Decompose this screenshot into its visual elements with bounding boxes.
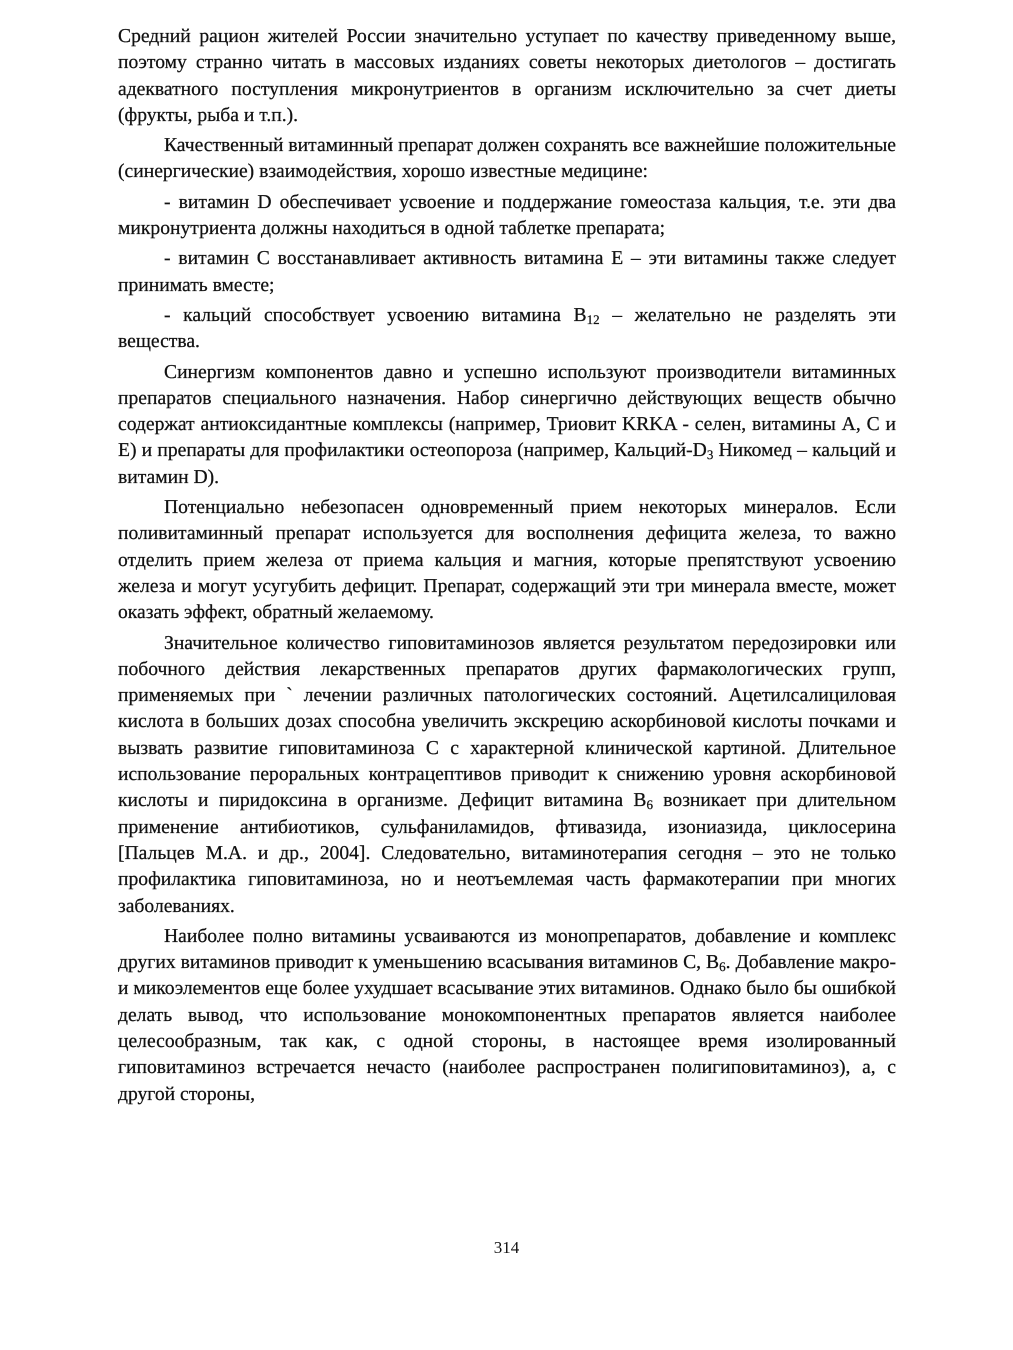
text-run: Средний рацион жителей России значительно уступает по качеству приведенному выше, поэтому странно читать в массовых изданиях советы некоторых диетологов – достигать адекватного поступления микронутриентов в организм исключительно за счет диеты (фрукты, рыба и т.п.). [118,26,896,126]
text-run: Потенциально небезопасен одновременный прием некоторых минералов. Если поливитаминный препарат используется для восполнения дефицита железа, то важно отделить прием железа от приема кальция и магния, которые препятствуют усвоению железа и могут усугубить дефицит. Препарат, содержащий эти три минерала вместе, может оказать эффект, обратный желаемому. [118,497,896,624]
subscript: 6 [646,797,653,813]
page-body [118,24,896,1112]
text-run: возникает при длительном применение антибиотиков, сульфаниламидов, фтивазида, изониазида, циклосерина [Пальцев М.А. и др., 2004]. Следовательно, витаминотерапия сегодня – это не только профилактика гиповитаминоза, но и неотъемлемая часть фармакотерапии при многих заболеваниях. [118,790,896,917]
page-number: 314 [493,1238,520,1257]
paragraph-7 [118,495,896,626]
paragraph-6 [118,360,896,491]
text-run: – желательно не разделять эти вещества. [118,304,896,353]
paragraph-4 [118,246,896,299]
text-run: Значительное количество гиповитаминозов является результатом передозировки или побочного действия лекарственных препаратов других фармакологических групп, применяемых при ` лечении различных патологических состояний. Ацетилсалициловая кислота в больших дозах способна увеличить экскрецию аскорбиновой кислоты почками и вызвать развитие гиповитаминоза С с характерной клинической картиной. Длительное использование пероральных контрацептивов приводит к снижению уровня аскорбиновой кислоты и пиридоксина в организме. Дефицит витамина B [118,632,896,812]
subscript: 6 [719,959,726,975]
paragraph-3 [118,190,896,243]
text-run: - витамин С восстанавливает активность витамина Е – эти витамины также следует принимать вместе; [118,248,896,296]
subscript: 12 [586,311,600,327]
text-run: Синергизм компонентов давно и успешно используют производители витаминных препаратов специального назначения. Набор синергично действующих веществ обычно содержат антиоксидантные комплексы (например, Триовит KRKA - селен, витамины А, С и Е) и препараты для профилактики остеопороза (например, Кальций-D [118,361,896,462]
paragraph-5 [118,303,896,356]
text-run: Никомед – кальций и витамин D). [118,440,896,488]
paragraph-1 [118,24,896,129]
text-run: - кальций способствует усвоению витамина B [164,304,587,326]
paragraph-9 [118,924,896,1108]
paragraph-8 [118,631,896,920]
text-run: Наиболее полно витамины усваиваются из монопрепаратов, добавление и комплекс других витаминов приводит к уменьшению всасывания витаминов С, B [118,925,896,974]
text-run: . Добавление макро-и микоэлементов еще более ухудшает всасывание этих витаминов. Однако было бы ошибкой делать вывод, что использование монокомпонентных препаратов является наиболее целесообразным, так как, с одной стороны, в настоящее время изолированный гиповитаминоз встречается нечасто (наиболее распространен полигиповитаминоз), а, с другой стороны, [118,952,897,1105]
paragraph-2 [118,133,896,186]
text-run: Качественный витаминный препарат должен сохранять все важнейшие положительные (синергические) взаимодействия, хорошо известные медицине: [118,135,896,183]
text-run: - витамин D обеспечивает усвоение и поддержание гомеостаза кальция, т.е. эти два микронутриента должны находиться в одной таблетке препарата; [118,191,896,240]
subscript: 3 [706,447,714,463]
